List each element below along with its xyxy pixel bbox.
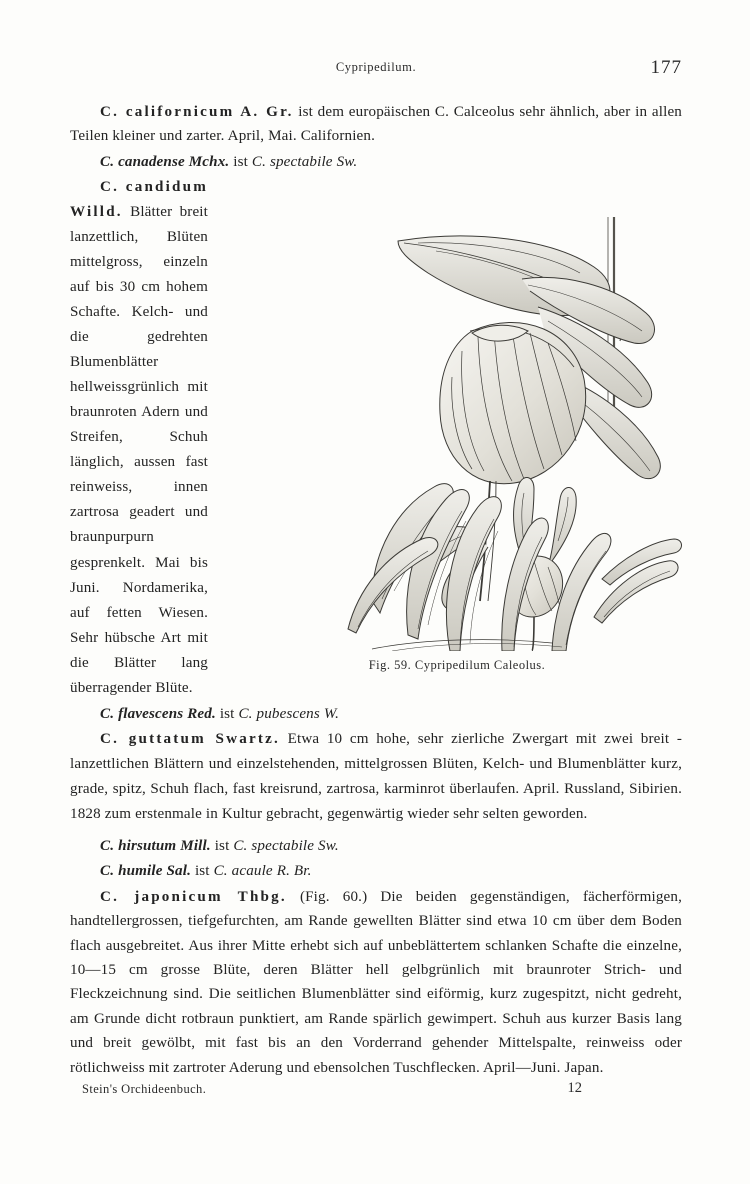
species-synonym: C. acaule R. Br.: [213, 863, 312, 880]
figure-caption: Fig. 59. Cypripedilum Caleolus.: [368, 657, 546, 672]
entry-japonicum: [70, 885, 682, 1081]
species-desc: Etwa 10 cm hohe, sehr zierliche Zwergart mit zwei breit - lanzettlichen Blättern und einzelstehenden, mittelgrossen Blüten, Kelch- und Blumenblätter kurz, grade, spitz, Schuh flach, fast kreisrund, zartrosa, karminrot überlaufen. April. Russland, Sibirien. 1828 zum erstenmale in Kultur gebracht, gegenwärtig wieder sehr selten geworden.: [70, 731, 682, 823]
species-desc: Die beiden gegenständigen, fächerförmigen, handtellergrossen, tiefgefurchten, am Rande gewellten Blätter sind etwa 10 cm über dem Boden flach ausgebreitet. Aus ihrer Mitte erhebt sich auf unbeblättertem schlanken Schafte die einzelne, 10—15 cm grosse Blüte, deren Blätter hell gelbgrünlich mit braunroter Strich- und Fleckzeichnung sind. Die seitlichen Blumenblätter sind eiförmig, kurz zugespitzt, nicht gedreht, am Grunde dicht rotbraun punktiert, am Rande spärlich gewimpert. Schuh aus kurzer Basis lang und breit gewölbt, mit fast bis an den Vorderrand gehender Mittelspalte, reinweiss oder rötlichweiss mit zartroter Aderung und ebensolchen Tuschflecken. April—Juni. Japan.: [70, 888, 682, 1076]
species-name: C. hirsutum Mill.: [100, 838, 211, 855]
species-synonym: C. pubescens W.: [238, 705, 340, 722]
species-desc: ist dem europäischen C. Calceolus sehr ähnlich, aber in allen Teilen kleiner und zarter. April, Mai. Californien.: [70, 104, 682, 145]
body-text: [70, 100, 682, 1080]
species-name: C. californicum A. Gr.: [100, 104, 294, 120]
running-head-title: Cypripedilum.: [335, 60, 417, 74]
species-name: C. humile Sal.: [100, 863, 192, 880]
species-desc: Blätter breit lanzettlich, Blüten mittelgross, einzeln auf bis 30 cm hohem Schafte. Kelch- und die gedrehten Blumenblätter hellweissgrünlich mit braunroten Adern und Streifen, Schuh länglich, aussen fast reinweiss, innen zartrosa geadert und braunpurpurn gesprenkelt. Mai bis Juni. Nordamerika, auf fetten Wiesen. Sehr hübsche Art mit die Blätter lang überragender Blüte.: [70, 203, 208, 696]
species-link-text: ist: [210, 838, 234, 855]
species-name: C. flavescens Red.: [100, 705, 216, 722]
running-head: [70, 57, 682, 86]
species-name: C. guttatum Swartz.: [100, 731, 280, 748]
page-content: [70, 57, 682, 1100]
entry-flavescens: [70, 702, 682, 727]
page-footer: [70, 1082, 682, 1106]
species-name: C. japonicum Thbg.: [100, 888, 287, 905]
species-synonym: C. spectabile Sw.: [251, 153, 358, 170]
species-name: C. candidum Willd.: [70, 178, 208, 220]
entry-californicum: [70, 100, 682, 149]
entry-hirsutum: [70, 834, 682, 858]
figure-reference: (Fig. 60.): [286, 888, 368, 905]
footer-book-title: Stein's Orchideenbuch.: [82, 1082, 207, 1096]
figure-illustration: [222, 181, 682, 651]
species-synonym: C. spectabile Sw.: [233, 838, 339, 855]
species-link-text: ist: [229, 153, 252, 170]
entry-canadense: [70, 150, 682, 174]
page-number: 177: [650, 57, 682, 78]
entry-guttatum: [70, 727, 682, 827]
figure-59: [222, 181, 682, 675]
species-name: C. canadense Mchx.: [100, 153, 230, 170]
footer-signature-number: 12: [567, 1080, 582, 1096]
species-link-text: ist: [191, 863, 214, 880]
species-link-text: ist: [215, 705, 239, 722]
entry-humile: [70, 859, 682, 883]
post-figure-text: [70, 828, 682, 1080]
